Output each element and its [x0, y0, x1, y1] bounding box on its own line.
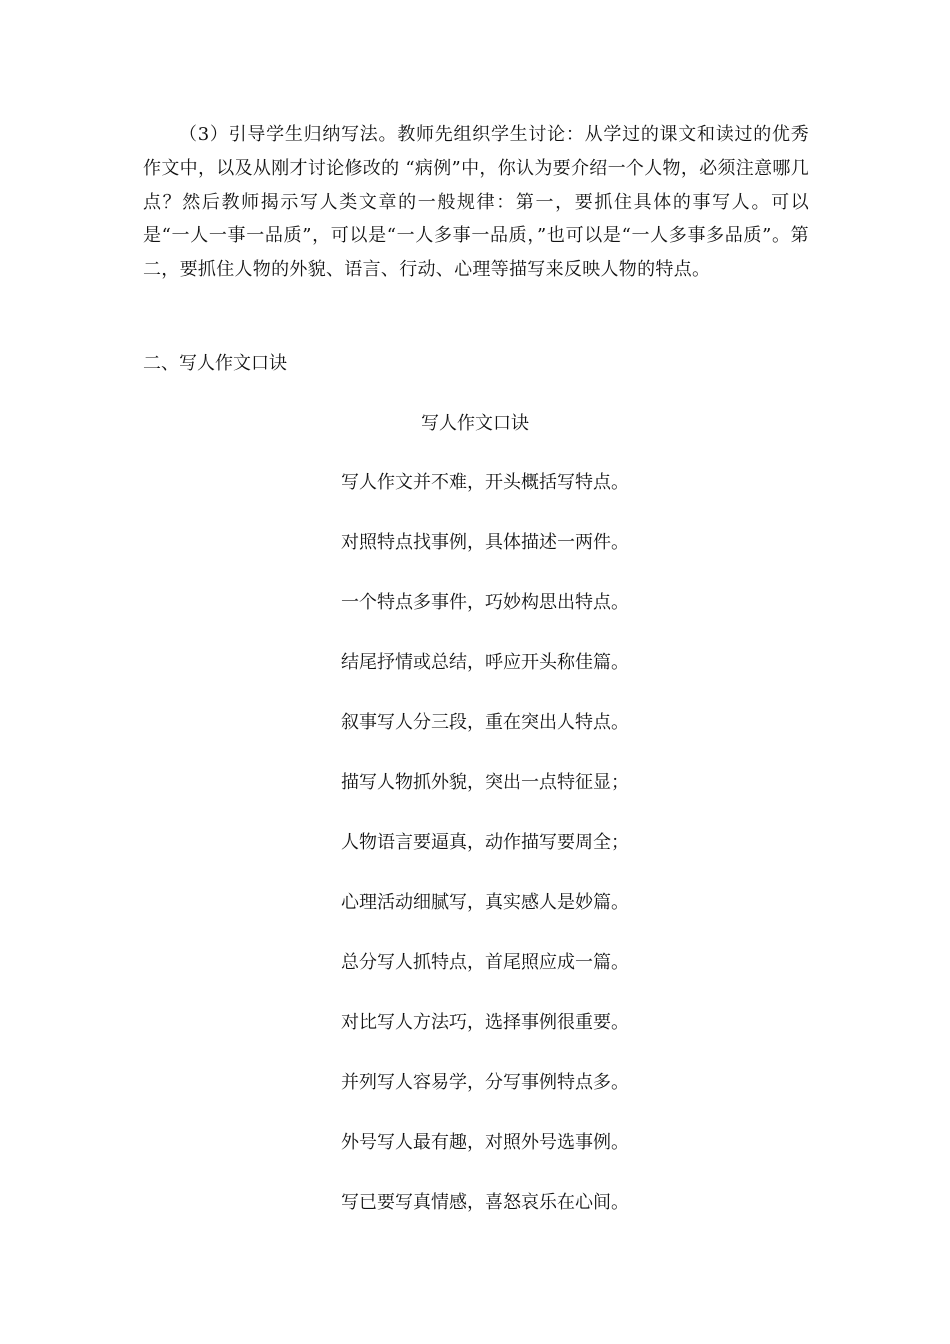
poem-line: 人物语言要逼真，动作描写要周全；	[341, 832, 629, 853]
poem-line: 写已要写真情感，喜怒哀乐在心间。	[341, 1192, 629, 1213]
guidance-paragraph: （3）引导学生归纳写法。教师先组织学生讨论：从学过的课文和读过的优秀作文中，以及从刚才讨论修改的 “病例”中，你认为要介绍一个人物，必须注意哪几点？然后教师揭示写人类文章的一般规律：第一，要抓住具体的事写人。可以是“一人一事一品质”，可以是“一人多事一品质，”也可以是“一人多事多品质”。第二，要抓住人物的外貌、语言、行动、心理等描写来反映人物的特点。	[143, 124, 809, 281]
poem-line: 一个特点多事件，巧妙构思出特点。	[341, 592, 629, 613]
poem-line: 对比写人方法巧，选择事例很重要。	[341, 1012, 629, 1033]
poem-line: 写人作文并不难，开头概括写特点。	[341, 472, 629, 493]
poem-title: 写人作文口诀	[421, 413, 529, 434]
section-heading: 二、写人作文口诀	[143, 353, 287, 374]
poem-line: 心理活动细腻写，真实感人是妙篇。	[341, 892, 629, 913]
poem-line: 并列写人容易学，分写事例特点多。	[341, 1072, 629, 1093]
poem-line: 外号写人最有趣，对照外号选事例。	[341, 1132, 629, 1153]
poem-line: 总分写人抓特点，首尾照应成一篇。	[341, 952, 629, 973]
poem-line: 对照特点找事例，具体描述一两件。	[341, 532, 629, 553]
poem-line: 结尾抒情或总结，呼应开头称佳篇。	[341, 652, 629, 673]
poem-line: 描写人物抓外貌，突出一点特征显；	[341, 772, 629, 793]
poem-line: 叙事写人分三段，重在突出人特点。	[341, 712, 629, 733]
poem-lines	[341, 468, 629, 1248]
